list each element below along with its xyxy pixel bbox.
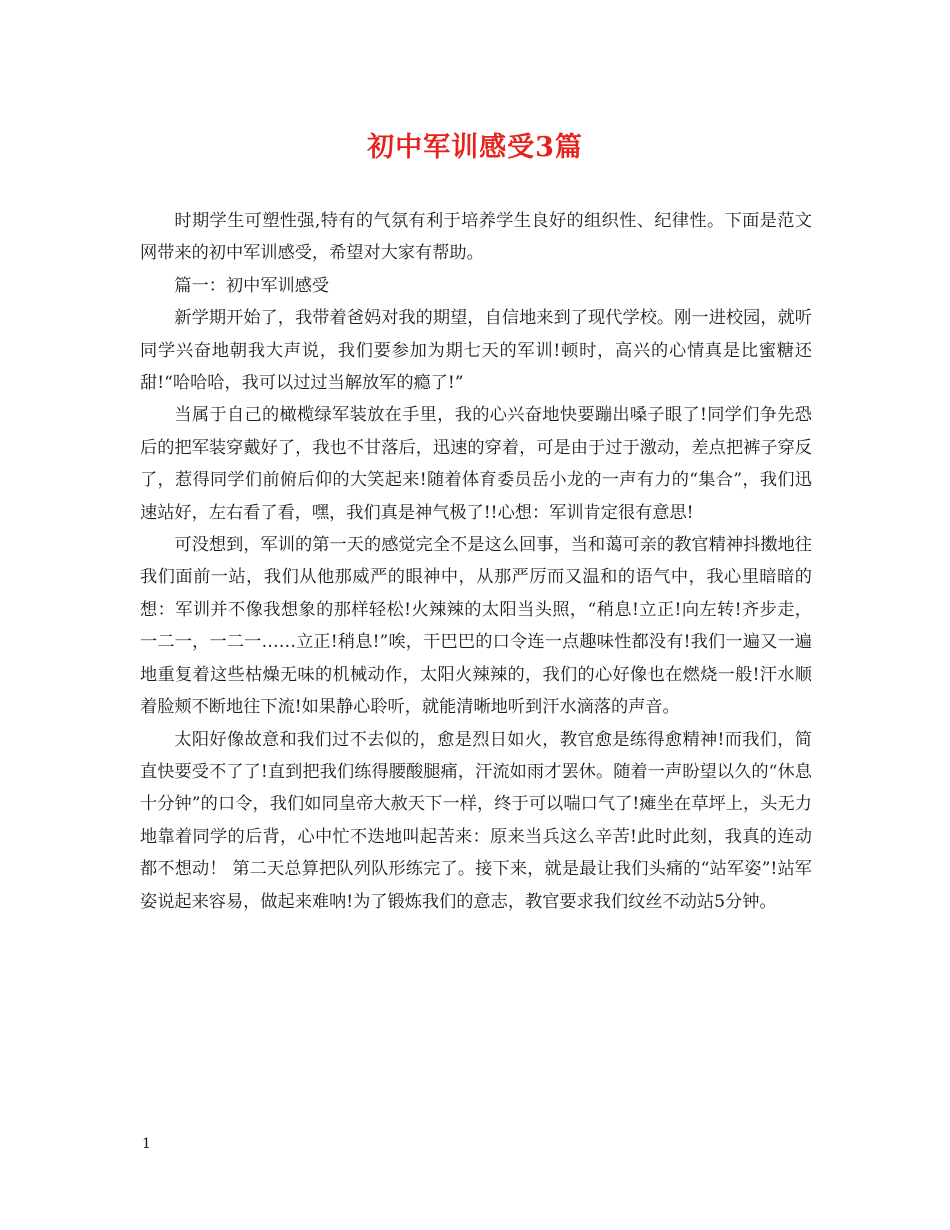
section-heading-part-one: 篇一：初中军训感受 <box>174 275 330 296</box>
document-body <box>140 205 812 918</box>
page-number: 1 <box>142 1136 151 1152</box>
paragraph: 太阳好像故意和我们过不去似的，愈是烈日如火，教官愈是练得愈精神!而我们，简直快要受不了了!直到把我们练得腰酸腿痛，汗流如雨才罢休。随着一声盼望以久的“休息十分钟”的口令，我们如同皇帝大赦天下一样，终于可以喘口气了!瘫坐在草坪上，头无力地靠着同学的后背，心中忙不迭地叫起苦来：原来当兵这么辛苦!此时此刻，我真的连动都不想动！ 第二天总算把队列队形练完了。接下来，就是最让我们头痛的“站军姿”!站军姿说起来容易，做起来难呐!为了锻炼我们的意志，教官要求我们纹丝不动站5分钟。 <box>140 729 812 912</box>
paragraph-intro: 时期学生可塑性强,特有的气氛有利于培养学生良好的组织性、纪律性。下面是范文网带来的初中军训感受，希望对大家有帮助。 <box>140 211 812 264</box>
document-title: 初中军训感受3篇 <box>367 132 583 163</box>
paragraph: 新学期开始了，我带着爸妈对我的期望，自信地来到了现代学校。刚一进校园，就听同学兴奋地朝我大声说，我们要参加为期七天的军训!顿时，高兴的心情真是比蜜糖还甜!“哈哈哈，我可以过过当解放军的瘾了!” <box>140 308 812 394</box>
paragraph: 当属于自己的橄榄绿军装放在手里，我的心兴奋地快要蹦出嗓子眼了!同学们争先恐后的把军装穿戴好了，我也不甘落后，迅速的穿着，可是由于过于激动，差点把裤子穿反了，惹得同学们前俯后仰的大笑起来!随着体育委员岳小龙的一声有力的“集合”，我们迅速站好，左右看了看，嘿，我们真是神气极了!!心想：军训肯定很有意思! <box>140 405 812 523</box>
paragraph: 可没想到，军训的第一天的感觉完全不是这么回事，当和蔼可亲的教官精神抖擞地往我们面前一站，我们从他那威严的眼神中，从那严厉而又温和的语气中，我心里暗暗的想：军训并不像我想象的那样轻松!火辣辣的太阳当头照，“稍息!立正!向左转!齐步走，一二一，一二一……立正!稍息!”唉，干巴巴的口令连一点趣味性都没有!我们一遍又一遍地重复着这些枯燥无味的机械动作，太阳火辣辣的，我们的心好像也在燃烧一般!汗水顺着脸颊不断地往下流!如果静心聆听，就能清晰地听到汗水滴落的声音。 <box>140 535 812 718</box>
